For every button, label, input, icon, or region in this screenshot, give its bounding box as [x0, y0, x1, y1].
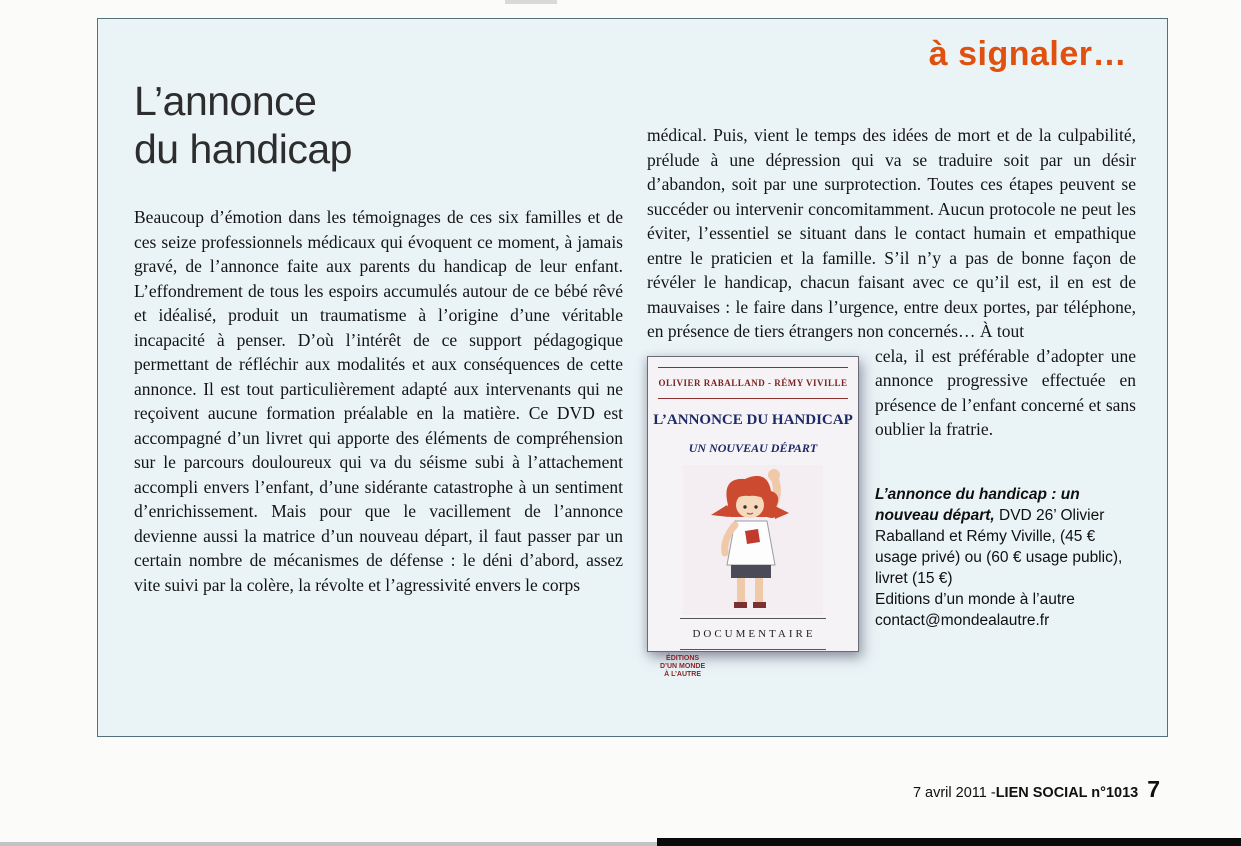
girl-illustration: [683, 465, 823, 615]
article-title: [134, 77, 352, 173]
right-column-text-part1: médical. Puis, vient le temps des idées de mort et de la culpabilité, prélude à une dépression qui va se traduire soit par un désir d’abandon, soit par une surprotection. Toutes ces étapes peuvent se succéder ou intervenir concomitamment. Aucun protocole ne peut les éviter, l’essentiel se situant dans le contact humain et empathique entre le praticien et la famille. S’il n’y a pas de bonne façon de révéler le handicap, chacun faisant avec ce qu’il est, il en est de mauvaises : le faire dans l’urgence, entre deux portes, par téléphone, en présence de tiers étrangers non concernés… À tout: [647, 125, 1136, 341]
right-column-text-part2: cela, il est préférable d’adopter une annonce progressive effectuée en présence de l’enfant concerné et sans oublier la fratrie.: [875, 345, 1136, 439]
footer-magazine: LIEN SOCIAL n°1013: [995, 785, 1139, 801]
cover-category: DOCUMENTAIRE: [680, 618, 825, 650]
left-column: [134, 205, 623, 597]
scan-artifact-bottom-right: [657, 838, 1241, 846]
cover-publisher-line1: ÉDITIONS: [666, 654, 700, 662]
cover-publisher-line3: À L’AUTRE: [664, 670, 702, 678]
cover-top-rule: [658, 367, 848, 368]
right-column: [647, 123, 1136, 678]
left-column-text: Beaucoup d’émotion dans les témoignages de ces six familles et de ces seize professionnels médicaux qui évoquent ce moment, à jamais gravé, de l’annonce faite aux parents du handicap de leur enfant. L’effondrement de tous les espoirs accumulés autour de ce bébé rêvé et idéalisé, produit un traumatisme à l’origine d’une véritable incapacité à penser. D’où l’intérêt de ce support pédagogique permettant de réfléchir aux modalités et aux conséquences de cette annonce. Il est tout particulièrement adapté aux intervenants qui ne reçoivent aucune formation préalable en la matière. Ce DVD est accompagné d’un livret qui apporte des éléments de compréhension sur le parcours douloureux qui va du séisme subi à l’attachement accompli envers l’enfant, d’une sidérante catastrophe à un sentiment d’enrichissement. Mais pour que le vacillement de l’annonce devienne aussi la matrice d’un nouveau départ, il faut passer par un certain nombre de mécanismes de défense : le déni d’abord, assez vite suivi par la colère, la révolte et l’agressivité envers le corps: [134, 207, 623, 595]
scan-artifact-top: [505, 0, 557, 4]
page-footer: [913, 776, 1160, 803]
cover-publisher-line2: D’UN MONDE: [660, 662, 706, 670]
cover-publisher: [660, 655, 705, 679]
article-title-line1: L’annonce: [134, 78, 317, 124]
footer-date: 7 avril 2011 -: [912, 785, 996, 801]
cover-authors: OLIVIER RABALLAND - RÉMY VIVILLE: [658, 377, 848, 388]
dvd-cover: [647, 356, 859, 678]
article-title-line2: du handicap: [134, 126, 352, 172]
cover-illustration: [683, 465, 823, 615]
cover-title: L’ANNONCE DU HANDICAP: [653, 412, 853, 428]
caption-contact: contact@mondealautre.fr: [875, 611, 1050, 629]
article-panel: [97, 18, 1168, 737]
section-label: à signaler…: [928, 35, 1127, 73]
footer-page-number: 7: [1147, 776, 1160, 802]
caption-details: DVD 26’ Olivier Raballand et Rémy Viville, (45 € usage privé) ou (60 € usage public), livret (15 €): [875, 506, 1123, 587]
cover-subtitle: UN NOUVEAU DÉPART: [688, 440, 818, 455]
scan-artifact-bottom-left: [0, 842, 657, 846]
caption-title: L’annonce du handicap : un nouveau départ,: [875, 485, 1080, 524]
cover-authors-rule: [658, 398, 848, 399]
caption-publisher: Editions d’un monde à l’autre: [875, 590, 1075, 608]
